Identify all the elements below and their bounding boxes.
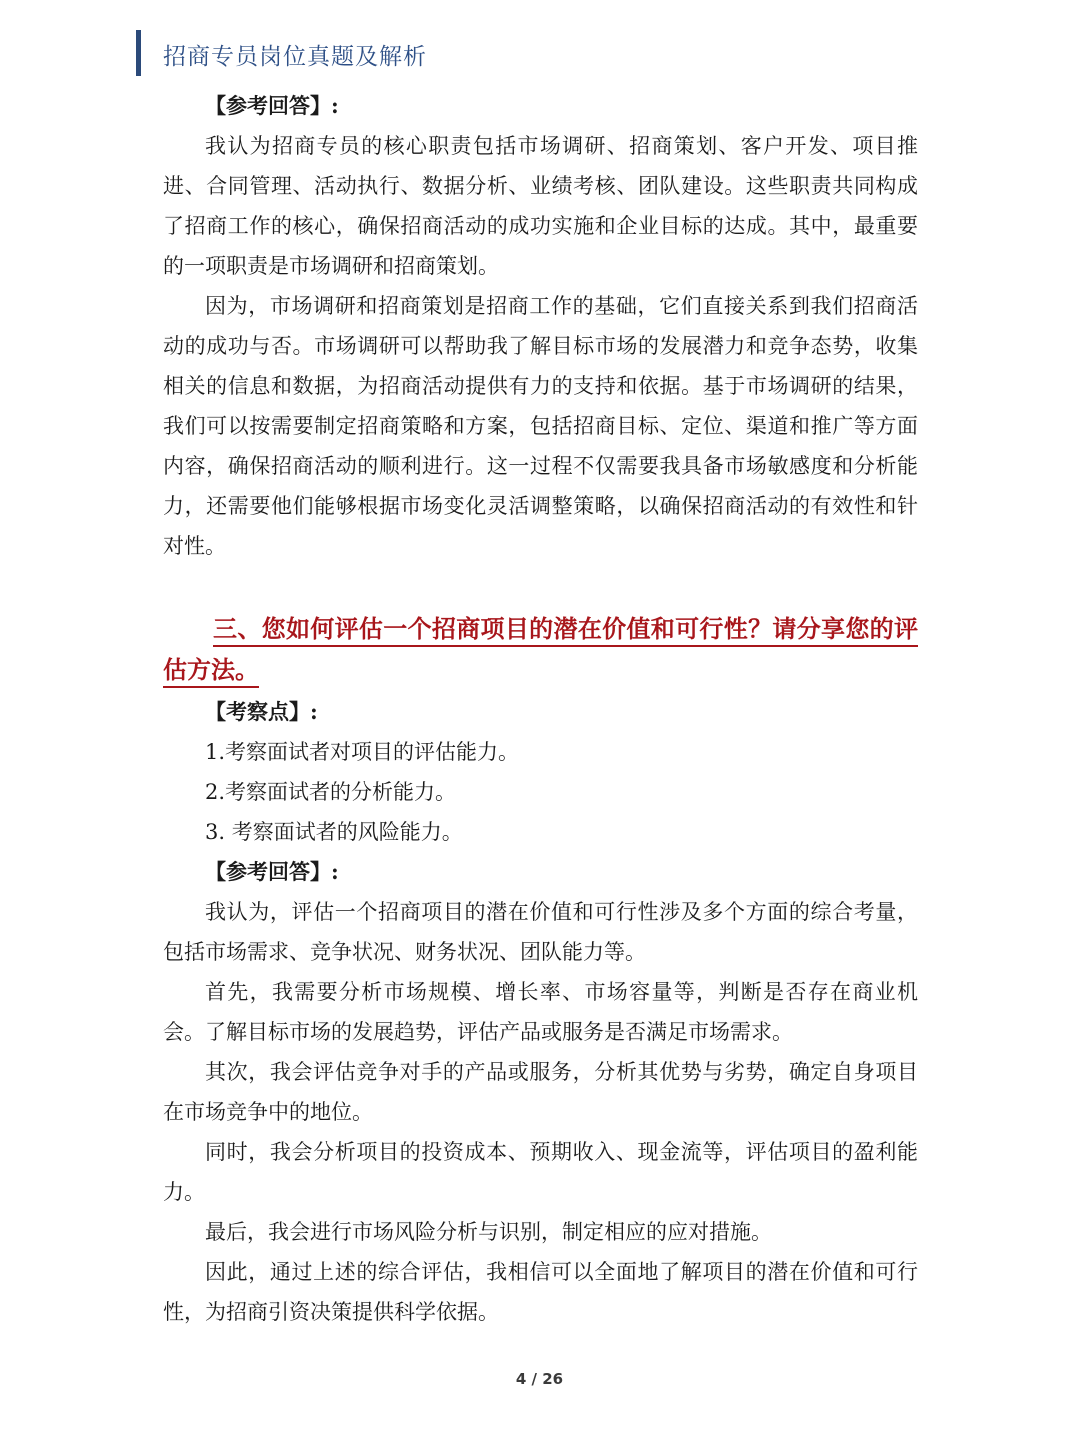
answer-paragraph: 因为，市场调研和招商策划是招商工作的基础，它们直接关系到我们招商活动的成功与否。市场调研可以帮助我了解目标市场的发展潜力和竞争态势，收集相关的信息和数据，为招商活动提供有力的支持和依据。基于市场调研的结果，我们可以按需要制定招商策略和方案，包括招商目标、定位、渠道和推广等方面内容，确保招商活动的顺利进行。这一过程不仅需要我具备市场敏感度和分析能力，还需要他们能够根据市场变化灵活调整策略，以确保招商活动的有效性和针对性。 bbox=[163, 294, 918, 558]
question-heading bbox=[163, 608, 918, 690]
header-accent-bar bbox=[136, 30, 141, 76]
document-title: 招商专员岗位真题及解析 bbox=[163, 44, 427, 70]
question-heading-text: 三、您如何评估一个招商项目的潜在价值和可行性？请分享您的评估方法。 bbox=[163, 614, 918, 688]
answer-paragraph: 因此，通过上述的综合评估，我相信可以全面地了解项目的潜在价值和可行性，为招商引资决策提供科学依据。 bbox=[163, 1260, 918, 1324]
point-item: 3. 考察面试者的风险能力。 bbox=[205, 820, 463, 844]
point-item: 2.考察面试者的分析能力。 bbox=[205, 780, 457, 804]
answer-paragraph: 首先，我需要分析市场规模、增长率、市场容量等，判断是否存在商业机会。了解目标市场的发展趋势，评估产品或服务是否满足市场需求。 bbox=[163, 980, 918, 1044]
answer-paragraph: 我认为招商专员的核心职责包括市场调研、招商策划、客户开发、项目推进、合同管理、活动执行、数据分析、业绩考核、团队建设。这些职责共同构成了招商工作的核心，确保招商活动的成功实施和企业目标的达成。其中，最重要的一项职责是市场调研和招商策划。 bbox=[163, 134, 918, 278]
points-label: 【考察点】: bbox=[205, 699, 318, 724]
page-number: 4 / 26 bbox=[515, 1370, 564, 1388]
answer-paragraph: 其次，我会评估竞争对手的产品或服务，分析其优势与劣势，确定自身项目在市场竞争中的地位。 bbox=[163, 1060, 918, 1124]
answer-paragraph: 我认为，评估一个招商项目的潜在价值和可行性涉及多个方面的综合考量，包括市场需求、竞争状况、财务状况、团队能力等。 bbox=[163, 900, 918, 964]
answer-paragraph: 同时，我会分析项目的投资成本、预期收入、现金流等，评估项目的盈利能力。 bbox=[163, 1140, 918, 1204]
answer-paragraph: 最后，我会进行市场风险分析与识别，制定相应的应对措施。 bbox=[205, 1220, 772, 1244]
point-item: 1.考察面试者对项目的评估能力。 bbox=[205, 740, 520, 764]
answer-label: 【参考回答】: bbox=[205, 859, 339, 884]
answer-label: 【参考回答】: bbox=[205, 93, 339, 118]
page-content bbox=[163, 86, 918, 1332]
